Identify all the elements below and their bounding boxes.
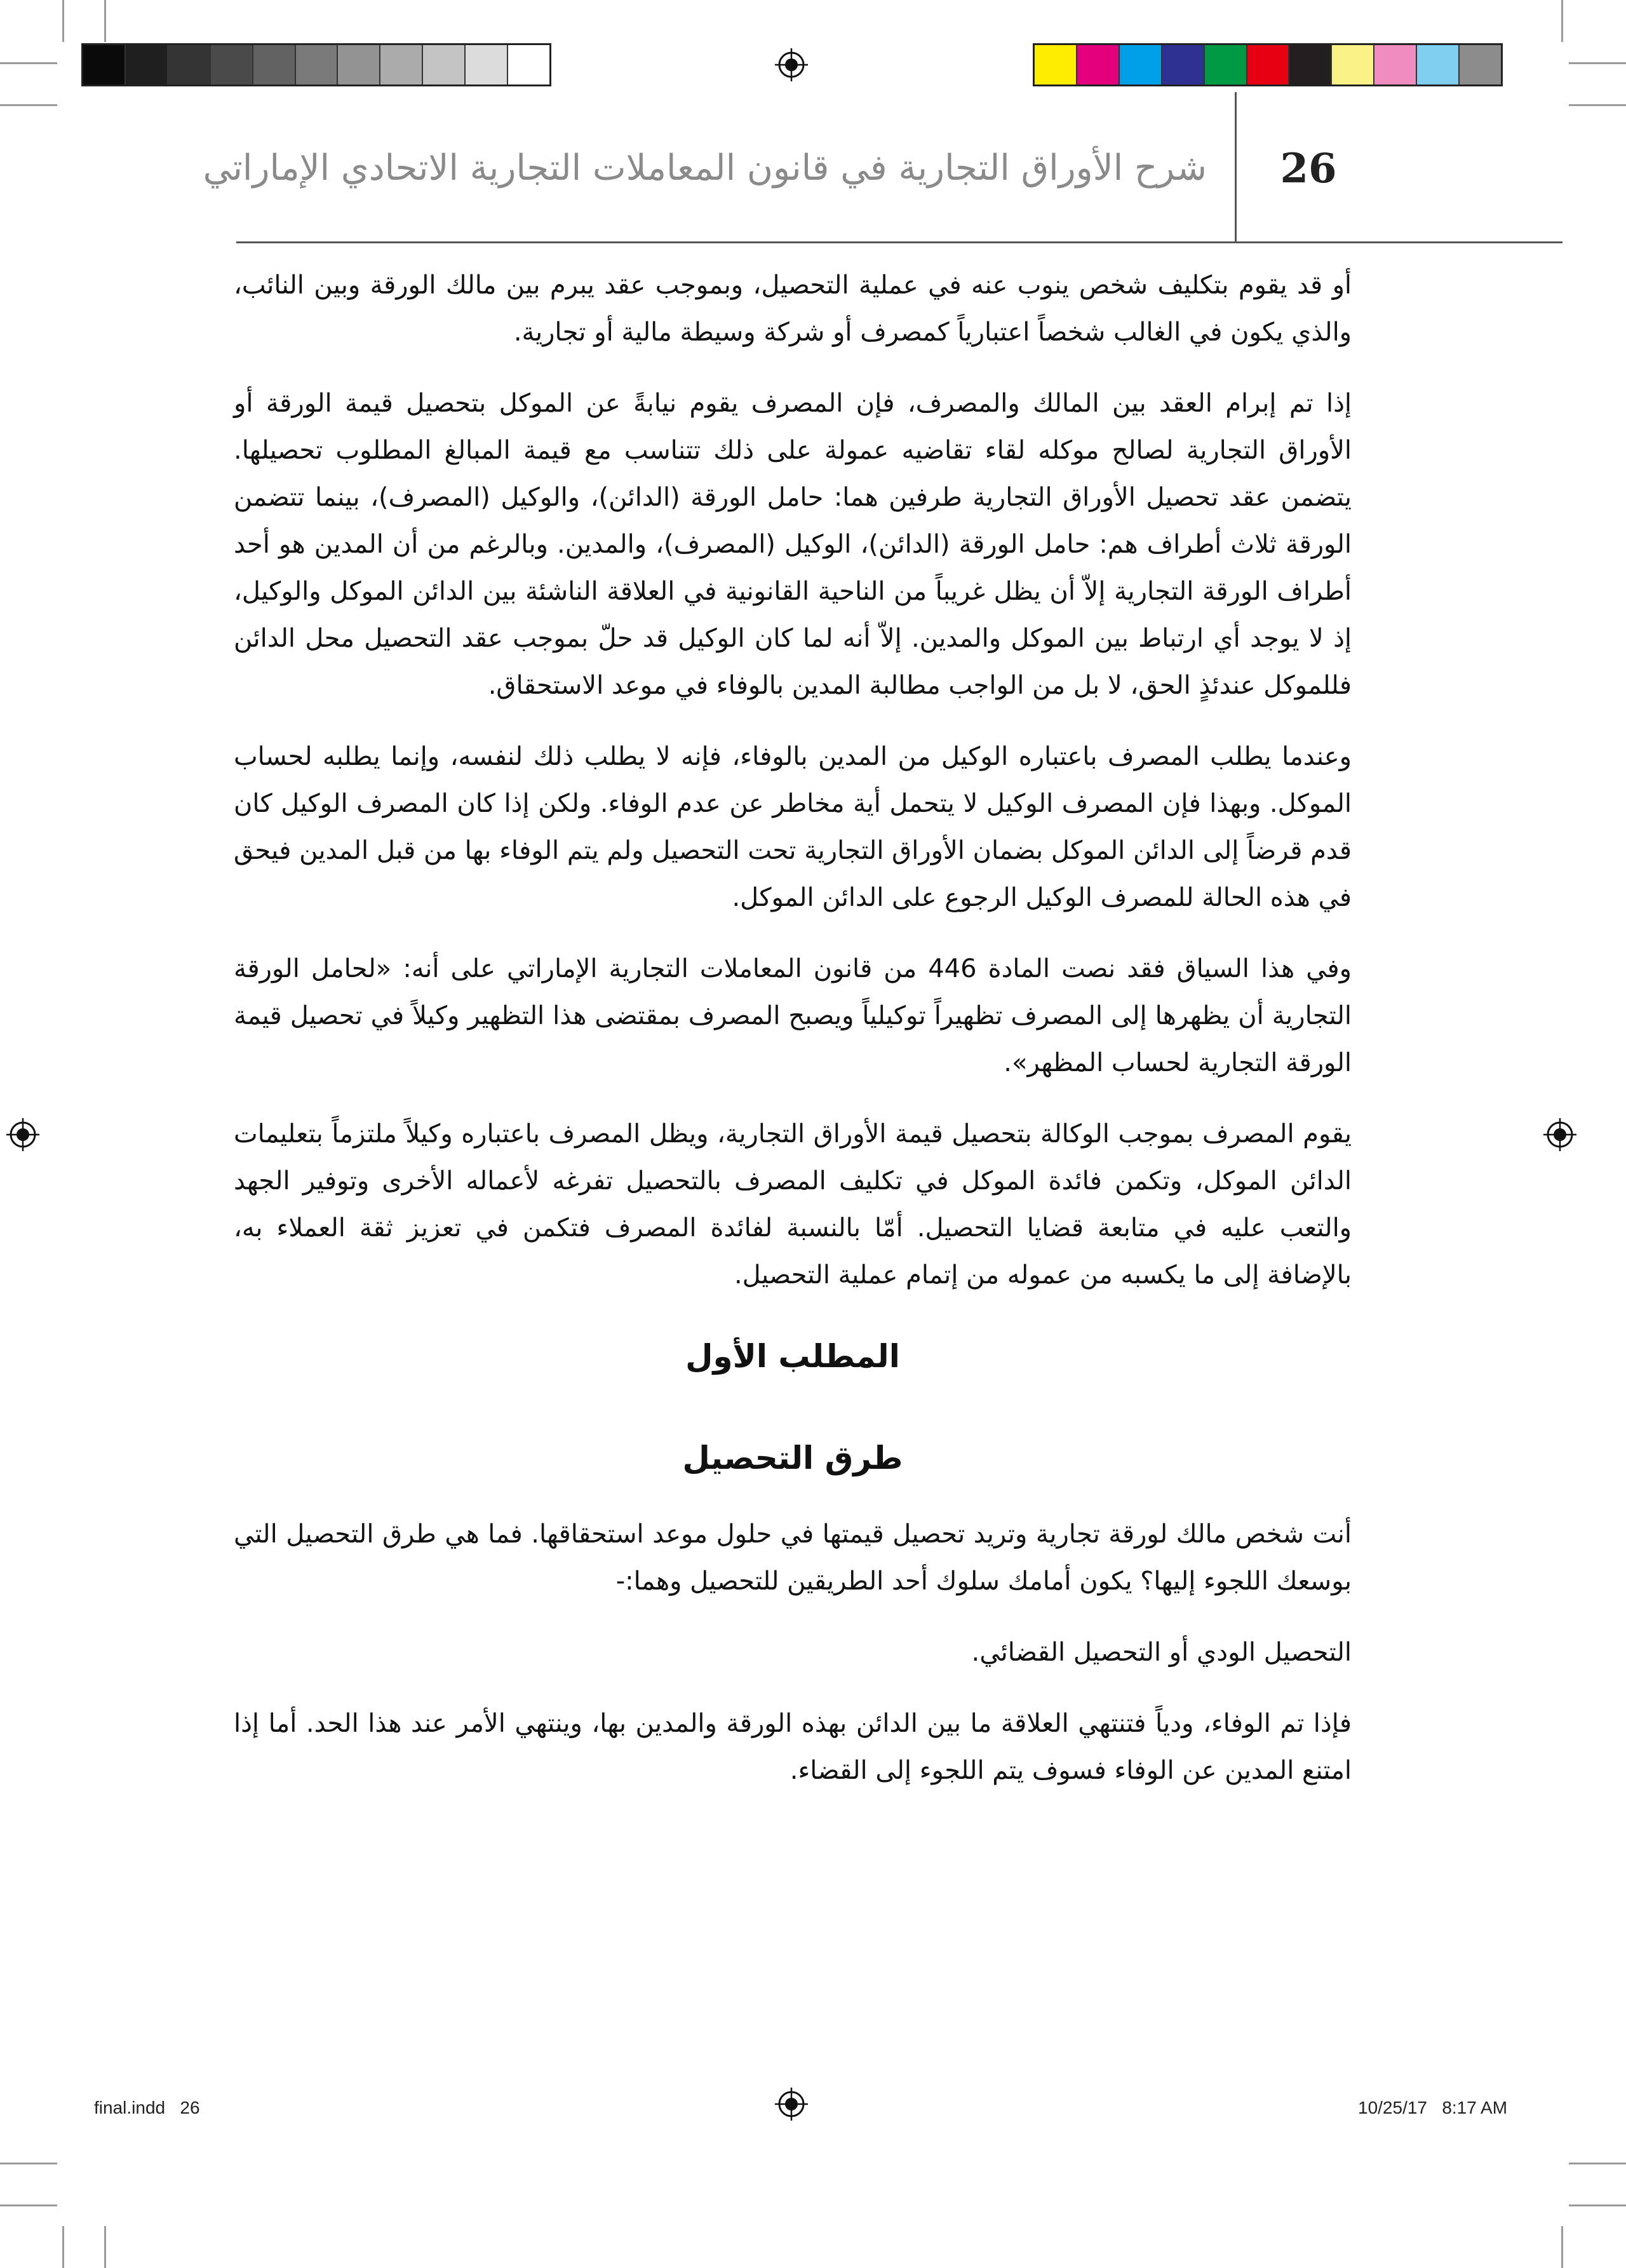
color-swatch	[1077, 45, 1120, 84]
color-swatch	[1247, 45, 1290, 84]
color-swatch	[1205, 45, 1247, 84]
crop-mark	[0, 2204, 57, 2206]
subsection-heading: طرق التحصيل	[682, 1440, 903, 1476]
crop-mark	[1561, 2226, 1563, 2268]
gray-swatch	[508, 45, 549, 84]
crop-mark	[1569, 104, 1626, 106]
paragraph: فإذا تم الوفاء، ودياً فتنتهي العلاقة ما بين الدائن بهذه الورقة والمدين بها، وينتهي الأمر عند هذا الحد. أما إذا امتنع المدين عن الوفاء فسوف يتم اللجوء إلى القضاء.	[234, 1709, 1352, 1785]
crop-mark	[0, 104, 57, 106]
crop-mark	[62, 0, 64, 42]
paragraph: أو قد يقوم بتكليف شخص ينوب عنه في عملية التحصيل، وبموجب عقد يبرم بين مالك الورقة وبين النائب، والذي يكون في الغالب شخصاً اعتبارياً كمصرف أو شركة وسيطة مالية أو تجارية.	[234, 271, 1352, 347]
gray-swatch	[338, 45, 380, 84]
gray-swatch	[466, 45, 508, 84]
crop-mark	[0, 2163, 57, 2164]
color-swatch	[1332, 45, 1374, 84]
gray-swatch	[126, 45, 168, 84]
paragraph: إذا تم إبرام العقد بين المالك والمصرف، فإن المصرف يقوم نيابةً عن الموكل بتحصيل قيمة الورقة أو الأوراق التجارية لصالح موكله لقاء تقاضيه عمولة على ذلك تتناسب مع قيمة المبالغ المطلوب تحصيلها. يتضمن عقد تحصيل الأوراق التجارية طرفين هما: حامل الورقة (الدائن)، والوكيل (المصرف)، بينما تتضمن الورقة ثلاث أطراف هم: حامل الورقة (الدائن)، الوكيل (المصرف)، والمدين. وبالرغم من أن المدين هو أحد أطراف الورقة التجارية إلاّ أن يظل غريباً من الناحية القانونية في العلاقة الناشئة بين الدائن الموكل والوكيل، إذ لا يوجد أي ارتباط بين الموكل والمدين. إلاّ أنه لما كان الوكيل قد حلّ بموجب عقد التحصيل محل الدائن فللموكل عندئذٍ الحق، لا بل من الواجب مطالبة المدين بالوفاء في موعد الاستحقاق.	[234, 389, 1352, 700]
color-swatch	[1417, 45, 1460, 84]
page-body	[234, 262, 1352, 1818]
color-swatch	[1035, 45, 1077, 84]
paragraph: يقوم المصرف بموجب الوكالة بتحصيل قيمة الأوراق التجارية، ويظل المصرف باعتباره وكيلاً ملتزماً بتعليمات الدائن الموكل، وتكمن فائدة الموكل في تكليف المصرف بالتحصيل تفرغه لأعماله الأخرى وتوفير الجهد والتعب عليه في متابعة قضايا التحصيل. أمّا بالنسبة لفائدة المصرف فتكمن في تعزيز ثقة العملاء به، بالإضافة إلى ما يكسبه من عموله من إتمام عملية التحصيل.	[234, 1119, 1352, 1290]
file-info: final.indd 26	[94, 2098, 200, 2117]
paragraph: وعندما يطلب المصرف باعتباره الوكيل من المدين بالوفاء، فإنه لا يطلب ذلك لنفسه، وإنما يطلبه لحساب الموكل. وبهذا فإن المصرف الوكيل لا يتحمل أية مخاطر عن عدم الوفاء. ولكن إذا كان المصرف الوكيل كان قدم قرضاً إلى الدائن الموكل بضمان الأوراق التجارية تحت التحصيل ولم يتم الوفاء بها من قبل المدين فيحق في هذه الحالة للمصرف الوكيل الرجوع على الدائن الموكل.	[234, 742, 1352, 912]
registration-mark-icon	[1543, 1118, 1576, 1151]
color-swatch	[1374, 45, 1417, 84]
crop-mark	[104, 0, 106, 42]
crop-mark	[1569, 2163, 1626, 2164]
section-heading: المطلب الأول	[685, 1338, 900, 1375]
gray-swatch	[296, 45, 339, 84]
registration-mark-icon	[775, 2088, 808, 2121]
color-swatch	[1289, 45, 1332, 84]
crop-mark	[1569, 62, 1626, 64]
gray-swatch	[253, 45, 296, 84]
registration-mark-icon	[775, 48, 808, 81]
gray-swatch	[83, 45, 126, 84]
crop-mark	[0, 62, 57, 64]
process-color-bar	[1033, 43, 1503, 86]
gray-swatch	[423, 45, 466, 84]
color-swatch	[1120, 45, 1162, 84]
color-swatch	[1162, 45, 1205, 84]
paragraph: أنت شخص مالك لورقة تجارية وتريد تحصيل قيمتها في حلول موعد استحقاقها. فما هي طرق التحصيل التي بوسعك اللجوء إليها؟ يكون أمامك سلوك أحد الطريقين للتحصيل وهما:-	[234, 1520, 1352, 1596]
running-header-title: شرح الأوراق التجارية في قانون المعاملات التجارية الاتحادي الإماراتي	[203, 147, 1207, 189]
crop-mark	[1561, 0, 1563, 42]
color-swatch	[1460, 45, 1501, 84]
header-divider	[1235, 92, 1237, 242]
paragraph: وفي هذا السياق فقد نصت المادة 446 من قانون المعاملات التجارية الإماراتي على أنه: «لحامل الورقة التجارية أن يظهرها إلى المصرف تظهيراً توكيلياً ويصبح المصرف بمقتضى هذا التظهير وكيلاً في تحصيل قيمة الورقة التجارية لحساب المظهر».	[234, 954, 1352, 1077]
page-number: 26	[1280, 145, 1337, 192]
gray-swatch	[168, 45, 211, 84]
crop-mark	[104, 2226, 106, 2268]
print-timestamp: 10/25/17 8:17 AM	[1358, 2098, 1508, 2117]
crop-mark	[62, 2226, 64, 2268]
header-rule	[236, 241, 1562, 243]
paragraph: التحصيل الودي أو التحصيل القضائي.	[971, 1638, 1352, 1667]
gray-swatch	[380, 45, 423, 84]
crop-mark	[1569, 2204, 1626, 2206]
registration-mark-icon	[6, 1118, 39, 1151]
grayscale-bar	[81, 43, 551, 86]
gray-swatch	[211, 45, 253, 84]
